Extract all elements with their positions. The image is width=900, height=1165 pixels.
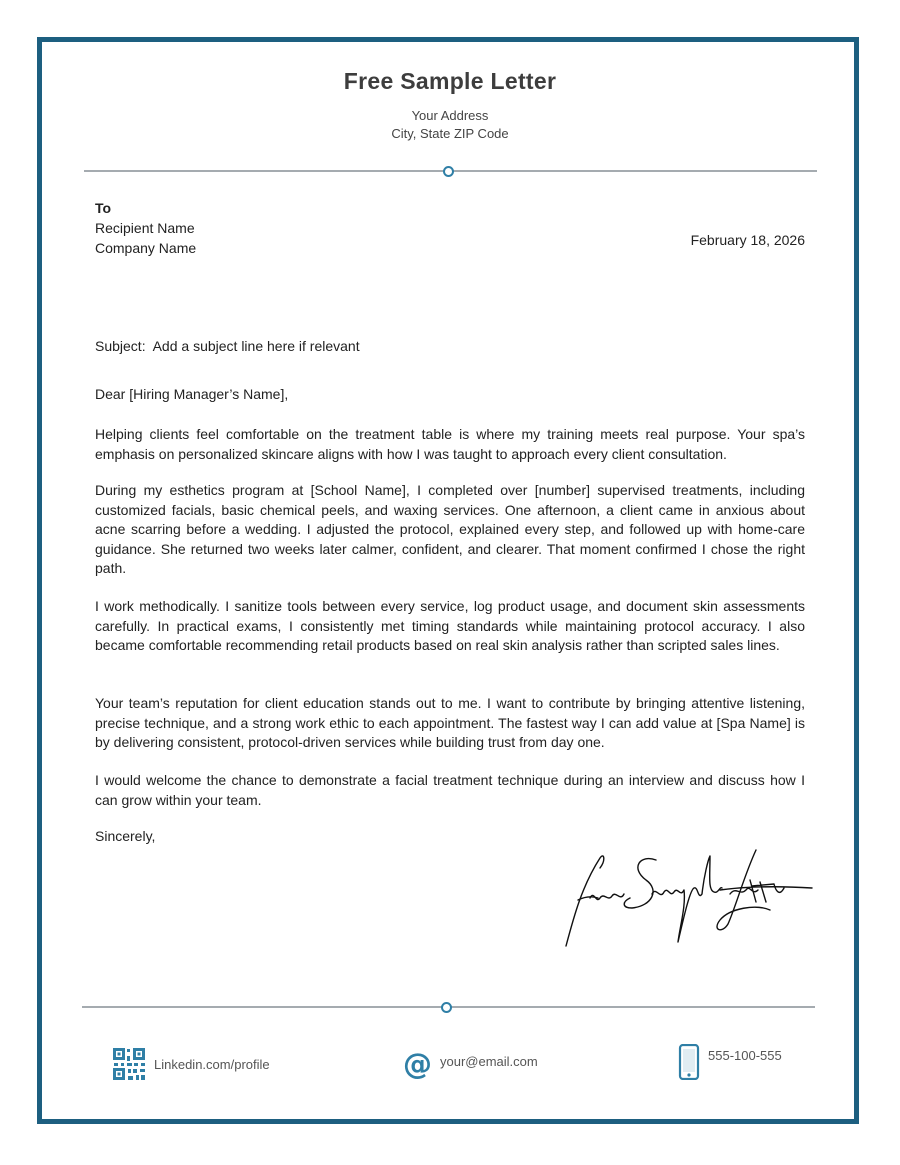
closing: Sincerely,: [95, 828, 156, 844]
letter-title: Free Sample Letter: [343, 68, 557, 94]
body-paragraph-2: During my esthetics program at [School Name], I completed over [number] supervised treatments, including customized facials, basic chemical peels, and waxing services. One afternoon, a client came in anxious about acne scarring before a wedding. I adjusted the protocol, explained every step, and followed up with home-care guidance. She returned two weeks later calmer, confident, and clearer. That moment confirmed I chose the right path.: [95, 482, 805, 576]
body-paragraph-5: I would welcome the chance to demonstrate a facial treatment technique during an interview and discuss how I can grow within your team.: [95, 772, 805, 808]
subject-line: Subject: Add a subject line here if relevant: [95, 338, 360, 354]
body-paragraph-1: Helping clients feel comfortable on the treatment table is where my training meets real purpose. Your spa’s emphasis on personalized skincare aligns with how I was taught to approach every client consultation.: [95, 426, 805, 462]
footer-phone: [678, 1045, 782, 1079]
body-paragraph-4: Your team’s reputation for client education stands out to me. I want to contribute by bringing attentive listening, precise technique, and a strong work ethic to each appointment. The fastest way I can add value at [Spa Name] is by delivering consistent, protocol-driven services while building trust from day one.: [95, 695, 805, 750]
salutation: Dear [Hiring Manager’s Name],: [95, 386, 289, 402]
letter-date: February 18, 2026: [690, 232, 805, 248]
at-sign-icon: @: [403, 1047, 432, 1081]
body-paragraph-3: I work methodically. I sanitize tools between every service, log product usage, and document skin assessments carefully. In practical exams, I consistently met timing standards while maintaining protocol accuracy. I also became comfortable recommending retail products based on real skin analysis rather than scripted sales lines.: [95, 598, 805, 653]
qr-code-icon: [112, 1047, 146, 1081]
header-divider-node: [443, 166, 454, 177]
phone-text: 555-100-555: [708, 1047, 782, 1063]
footer-linkedin: [112, 1047, 270, 1081]
signature: [560, 846, 815, 951]
footer-email: [403, 1047, 538, 1081]
recipient-company: Company Name: [95, 240, 197, 256]
recipient-label: To: [95, 200, 112, 216]
sender-city-state-zip: City, State ZIP Code: [391, 126, 509, 141]
footer-divider-node: [441, 1002, 452, 1013]
linkedin-text: Linkedin.com/profile: [154, 1056, 270, 1072]
recipient-block: [95, 198, 196, 258]
sender-address: Your Address: [411, 108, 489, 123]
email-text: your@email.com: [440, 1053, 538, 1069]
phone-icon: [678, 1044, 700, 1080]
recipient-name: Recipient Name: [95, 220, 195, 236]
